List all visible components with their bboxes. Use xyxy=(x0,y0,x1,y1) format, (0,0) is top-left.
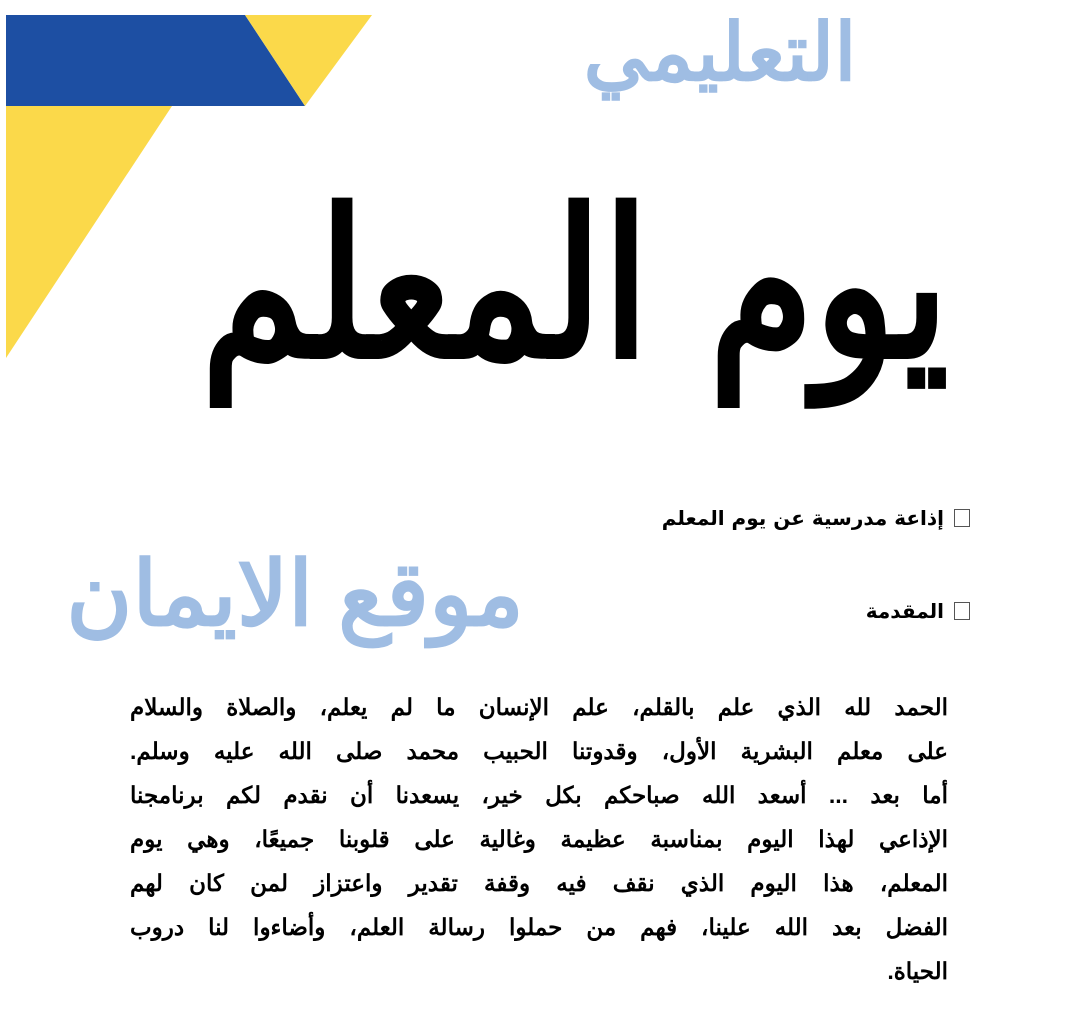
bullet-box-icon xyxy=(954,602,970,620)
paragraph-line: المعلم، هذا اليوم الذي نقف فيه وقفة تقدير واعتزاز لمن كان لهم xyxy=(130,870,948,896)
bullet-box-icon xyxy=(954,509,970,527)
watermark-educational: التعليمي xyxy=(583,8,857,97)
heading-school-radio xyxy=(662,505,970,531)
paragraph-line: الإذاعي لهذا اليوم بمناسبة عظيمة وغالية على قلوبنا جميعًا، وهي يوم xyxy=(130,826,948,852)
paragraph-line: على معلم البشرية الأول، وقدوتنا الحبيب محمد صلى الله عليه وسلم. xyxy=(130,738,948,764)
introduction-paragraph xyxy=(130,685,948,993)
paragraph-line: الحمد لله الذي علم بالقلم، علم الإنسان ما لم يعلم، والصلاة والسلام xyxy=(130,694,948,720)
paragraph-line: أما بعد ... أسعد الله صباحكم بكل خير، يسعدنا أن نقدم لكم برنامجنا xyxy=(130,782,948,808)
heading-text: المقدمة xyxy=(865,599,944,623)
heading-text: إذاعة مدرسية عن يوم المعلم xyxy=(661,506,944,530)
watermark-site-name: موقع الايمان xyxy=(66,545,524,645)
paragraph-line: الفضل بعد الله علينا، فهم من حملوا رسالة العلم، وأضاءوا لنا دروب xyxy=(130,914,948,940)
yellow-triangle-left xyxy=(6,106,172,358)
paragraph-line: الحياة. xyxy=(887,958,948,984)
calligraphy-title: يوم المعلم xyxy=(200,165,950,405)
heading-introduction xyxy=(866,598,970,624)
